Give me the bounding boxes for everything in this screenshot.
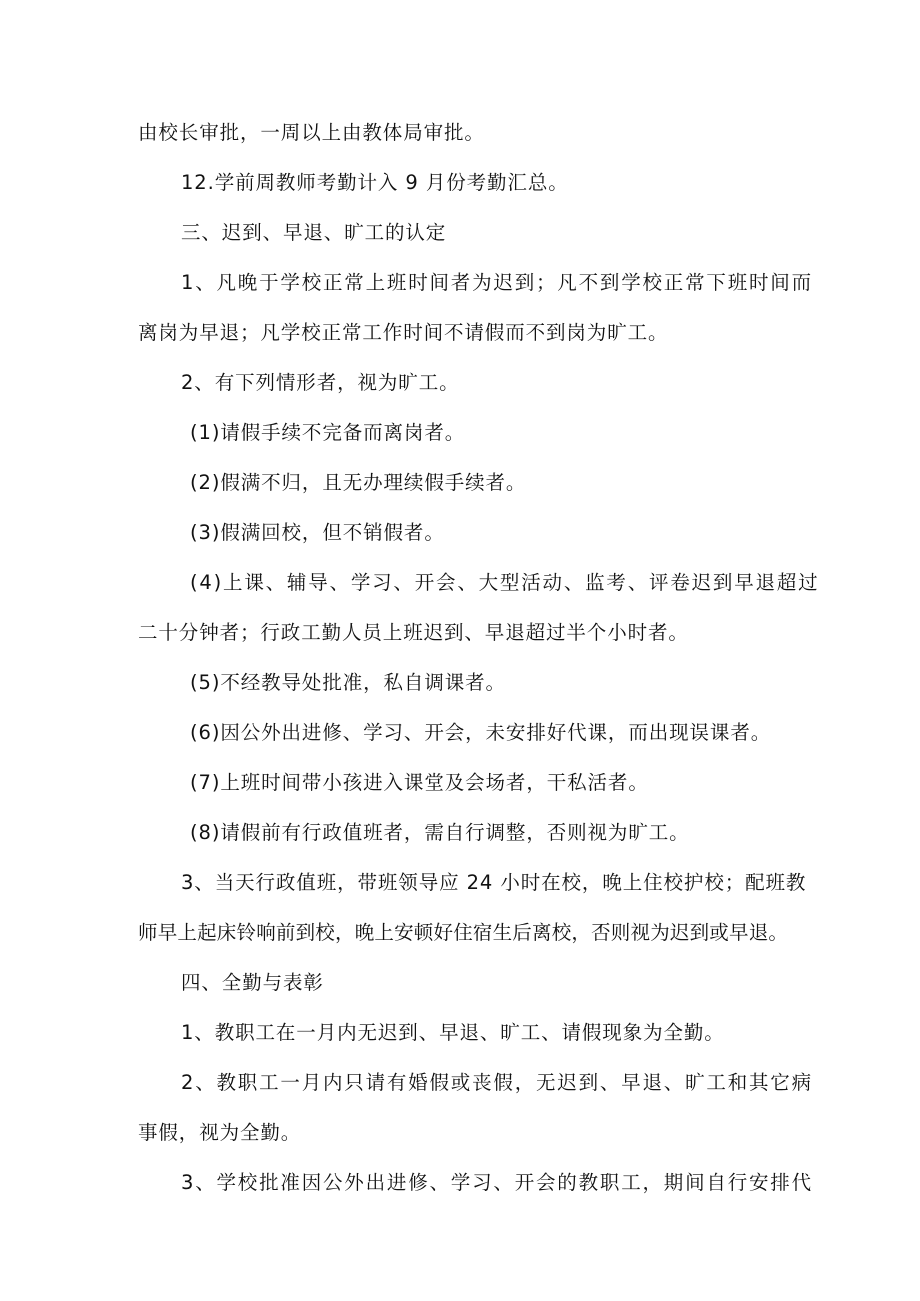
section-heading-4: 四、全勤与表彰 [181,971,324,994]
text-line-22: 3、学校批准因公外出进修、学习、开会的教职工，期间自行安排代 [181,1171,813,1194]
text-line-6: 2、有下列情形者，视为旷工。 [181,371,460,394]
list-item-2: (2)假满不归，且无办理续假手续者。 [190,471,527,494]
list-item-7: (7)上班时间带小孩进入课堂及会场者，干私活者。 [190,771,649,794]
text-line-5: 离岗为早退；凡学校正常工作时间不请假而不到岗为旷工。 [138,321,669,344]
list-item-3: (3)假满回校，但不销假者。 [190,521,445,544]
text-line-11: 二十分钟者；行政工勤人员上班迟到、早退超过半个小时者。 [138,621,689,644]
list-item-4: (4)上课、辅导、学习、开会、大型活动、监考、评卷迟到早退超过 [190,571,820,594]
text-line-20: 2、教职工一月内只请有婚假或丧假，无迟到、早退、旷工和其它病 [181,1071,813,1094]
list-item-5: (5)不经教导处批准，私自调课者。 [190,671,506,694]
list-item-8: (8)请假前有行政值班者，需自行调整，否则视为旷工。 [190,821,690,844]
text-line-4: 1、凡晚于学校正常上班时间者为迟到；凡不到学校正常下班时间而 [181,271,813,294]
text-line-16: 3、当天行政值班，带班领导应 24 小时在校，晚上住校护校；配班教 [181,871,807,894]
list-item-6: (6)因公外出进修、学习、开会，未安排好代课，而出现误课者。 [190,721,772,744]
text-line-21: 事假，视为全勤。 [138,1121,302,1144]
section-heading-3: 三、迟到、早退、旷工的认定 [181,221,447,244]
text-line-17: 师早上起床铃响前到校，晚上安顿好住宿生后离校，否则视为迟到或早退。 [138,921,789,944]
text-line-2: 12.学前周教师考勤计入 9 月份考勤汇总。 [181,171,569,194]
list-item-1: (1)请假手续不完备而离岗者。 [190,421,466,444]
text-line-19: 1、教职工在一月内无迟到、早退、旷工、请假现象为全勤。 [181,1021,725,1044]
text-line-1: 由校长审批，一周以上由教体局审批。 [138,121,485,144]
